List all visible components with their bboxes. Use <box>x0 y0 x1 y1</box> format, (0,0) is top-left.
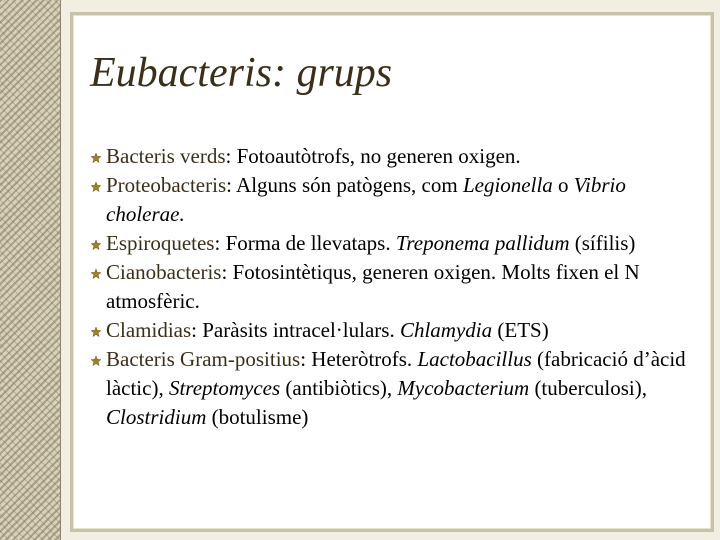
italic-text: Treponema pallidum <box>395 231 570 255</box>
italic-text: Chlamydia <box>399 318 493 342</box>
italic-text: Clostridium <box>106 405 207 429</box>
bullet-text: : Fotosintètiqus, generen oxigen. Molts fixen el N atmosfèric. <box>106 260 640 313</box>
bullet-item <box>90 142 690 171</box>
bullet-text: : Alguns són patògens, com <box>226 173 463 197</box>
italic-text: Lactobacillus <box>417 347 532 371</box>
bullet-term: Clamidias <box>106 318 192 342</box>
italic-text: Mycobacterium <box>397 376 530 400</box>
bullet-item <box>90 345 690 432</box>
star-bullet-icon <box>90 268 102 280</box>
bullet-item <box>90 229 690 258</box>
bullet-item <box>90 171 690 229</box>
bullet-item <box>90 316 690 345</box>
decorative-border-strip <box>0 0 61 540</box>
bullet-list <box>90 142 690 432</box>
slide-title: Eubacteris: grups <box>90 50 393 96</box>
bullet-term: Espiroquetes <box>106 231 215 255</box>
star-bullet-icon <box>90 152 102 164</box>
bullet-term: Bacteris Gram-positius <box>106 347 301 371</box>
bullet-text: (botulisme) <box>206 405 309 429</box>
italic-text: Legionella <box>462 173 553 197</box>
bullet-text: : Paràsits intracel·lulars. <box>191 318 400 342</box>
italic-text: Streptomyces <box>168 376 281 400</box>
star-bullet-icon <box>90 239 102 251</box>
bullet-text: (fabricació d’àcid làctic), <box>106 347 686 400</box>
italic-text: Vibrio cholerae. <box>106 173 626 226</box>
bullet-text: (ETS) <box>492 318 549 342</box>
star-bullet-icon <box>90 355 102 367</box>
bullet-item <box>90 258 690 316</box>
bullet-text: o <box>552 173 574 197</box>
bullet-term: Proteobacteris <box>106 173 227 197</box>
star-bullet-icon <box>90 326 102 338</box>
bullet-text: (antibiòtics), <box>280 376 398 400</box>
bullet-text: : Fotoautòtrofs, no generen oxigen. <box>225 144 521 168</box>
bullet-text: (tuberculosi), <box>529 376 647 400</box>
bullet-text: (sífilis) <box>569 231 636 255</box>
bullet-term: Bacteris verds <box>106 144 226 168</box>
bullet-term: Cianobacteris <box>106 260 222 284</box>
bullet-text: : Forma de llevataps. <box>214 231 396 255</box>
star-bullet-icon <box>90 181 102 193</box>
bullet-text: : Heteròtrofs. <box>300 347 418 371</box>
